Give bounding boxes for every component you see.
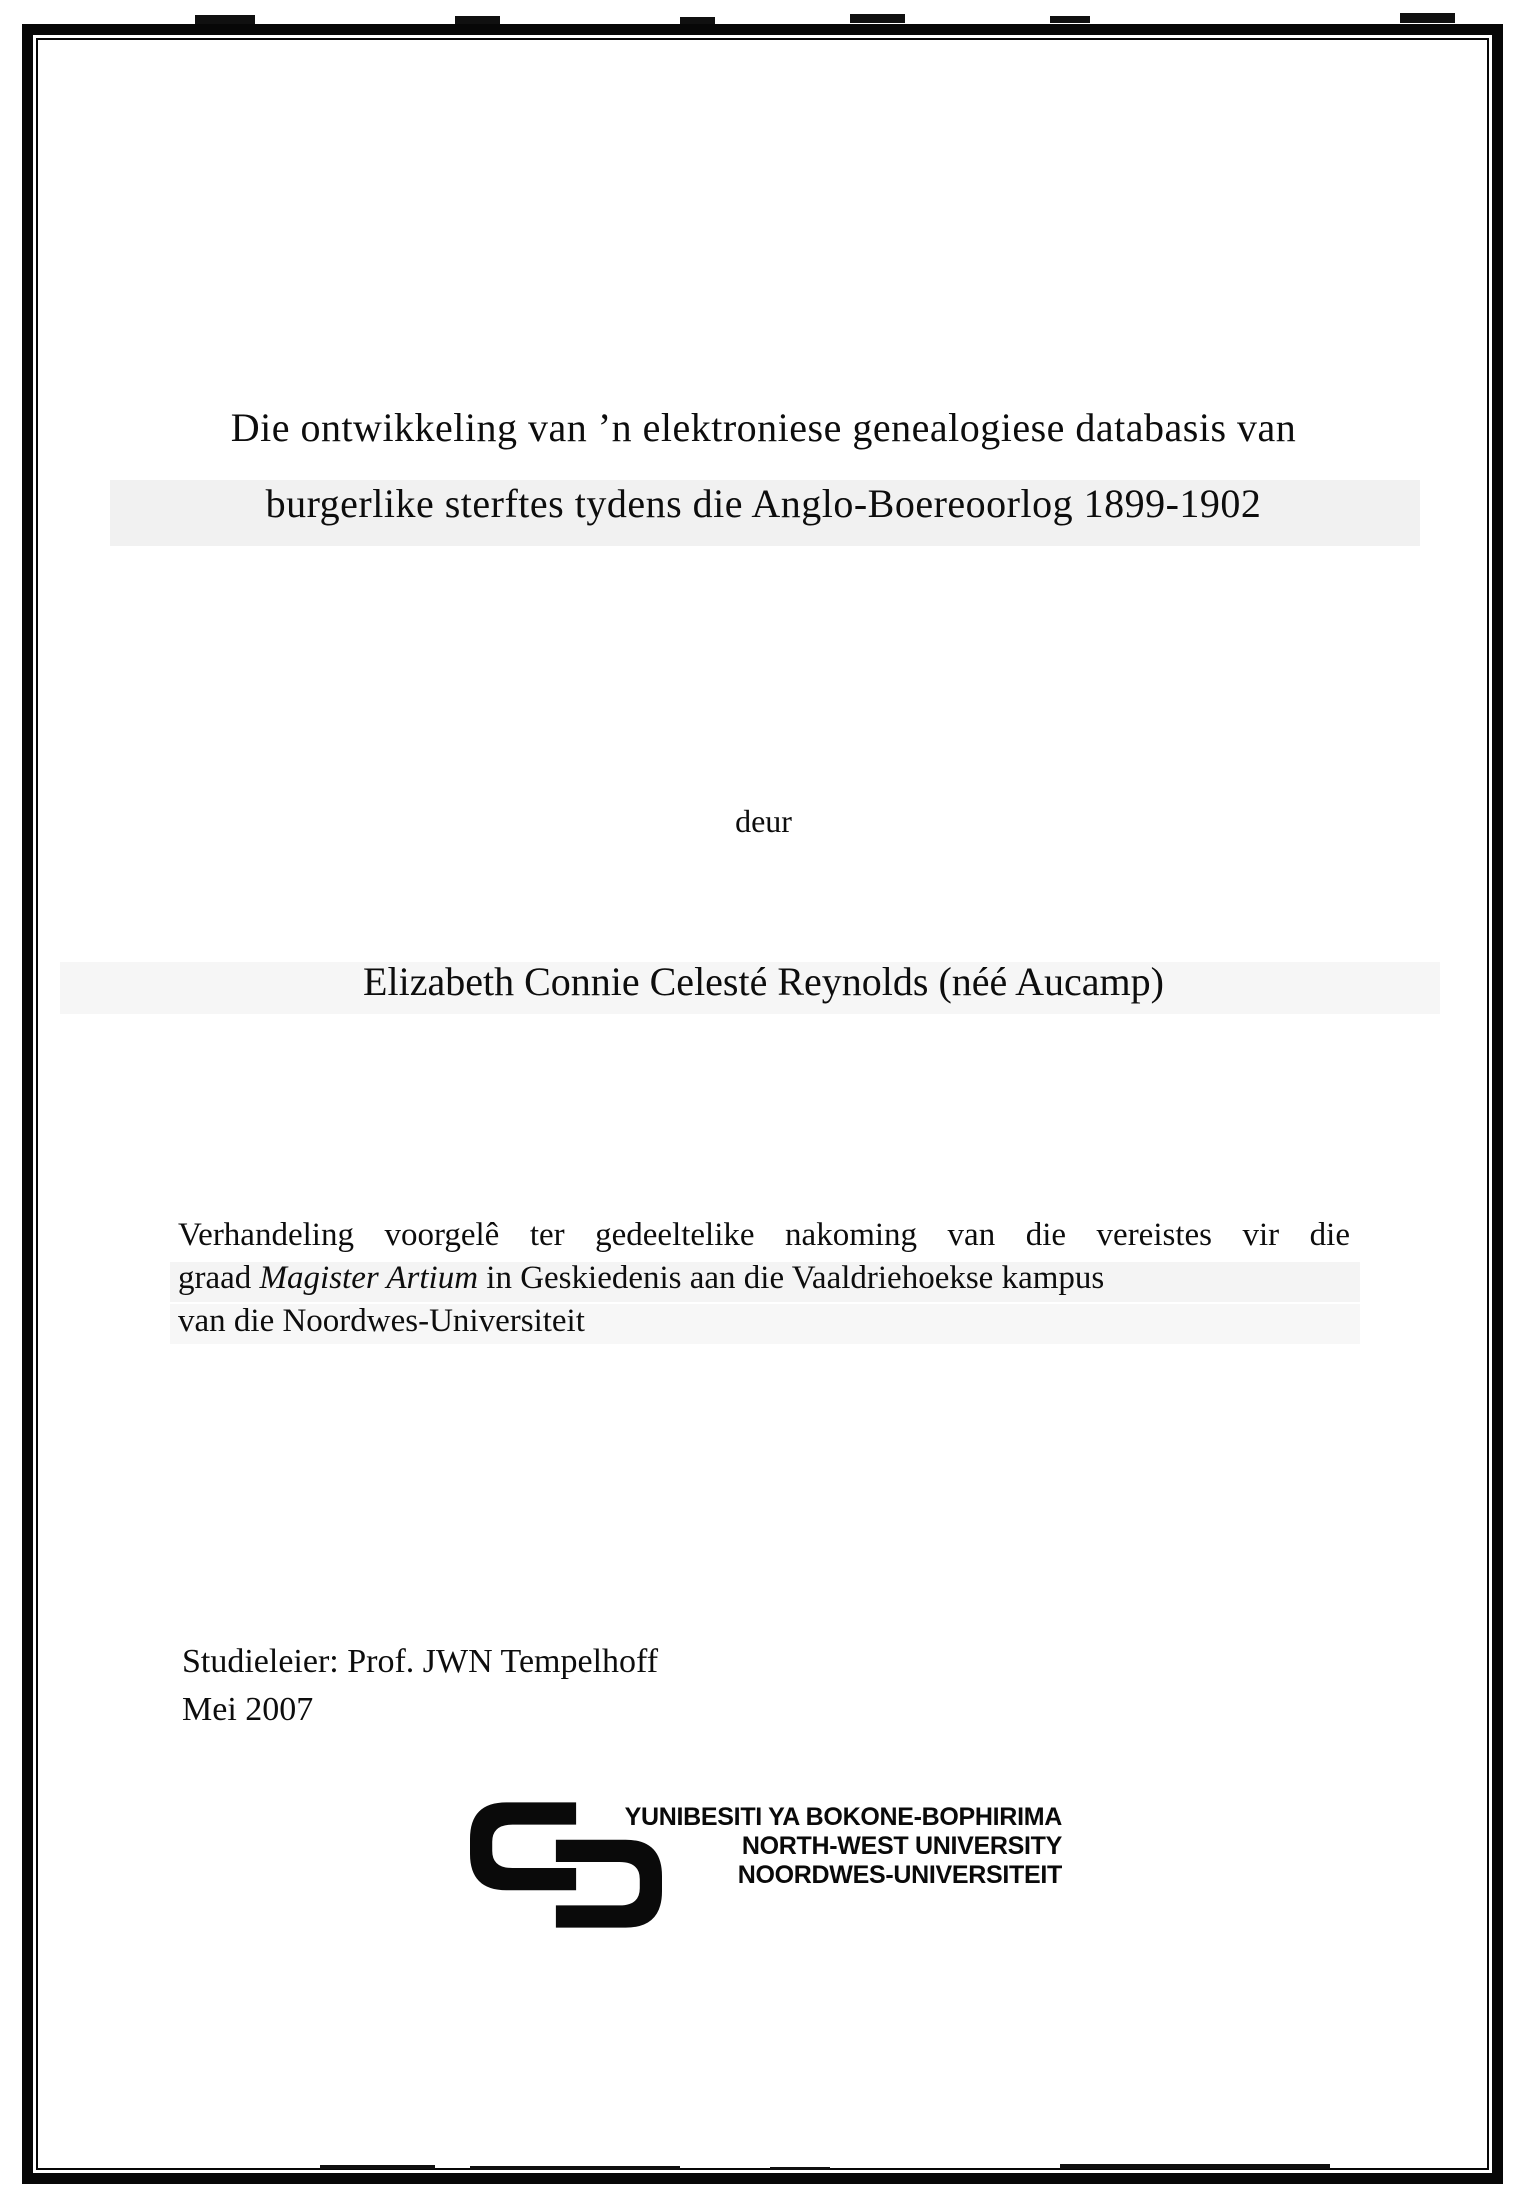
logo-line-english: NORTH-WEST UNIVERSITY	[741, 1832, 1062, 1860]
submission-statement	[178, 1214, 1350, 1343]
nwu-logo-text	[580, 1803, 1062, 1890]
date-line: Mei 2007	[182, 1691, 314, 1728]
scan-artifact	[195, 15, 255, 24]
title-line-2: burgerlike sterftes tydens die Anglo-Boereoorlog 1899-1902	[265, 481, 1262, 526]
submission-line-3: van die Noordwes-Universiteit	[178, 1303, 585, 1339]
scan-artifact	[320, 2165, 435, 2169]
logo-line-afrikaans: NOORDWES-UNIVERSITEIT	[737, 1861, 1062, 1889]
scan-artifact	[1050, 16, 1090, 23]
submission-line-2	[178, 1257, 1350, 1300]
scan-artifact	[850, 14, 905, 23]
byline-preposition: deur	[735, 803, 792, 839]
scan-artifact	[470, 2166, 680, 2170]
degree-name: Magister Artium	[259, 1260, 479, 1296]
submission-line-2-suffix: in Geskiedenis aan die Vaaldriehoekse kampus	[478, 1260, 1105, 1296]
nwu-logo	[470, 1800, 1070, 1930]
scan-artifact	[680, 17, 715, 24]
logo-line-setswana: YUNIBESITI YA BOKONE-BOPHIRIMA	[624, 1803, 1062, 1831]
thesis-title	[0, 390, 1527, 542]
submission-line-2-prefix: graad	[178, 1260, 260, 1296]
supervisor-date-block	[182, 1638, 658, 1734]
submission-line-1: Verhandeling voorgelê ter gedeeltelike nakoming van die vereistes vir die	[178, 1217, 1350, 1253]
scan-artifact	[455, 16, 500, 24]
author-name: Elizabeth Connie Celesté Reynolds (néé Aucamp)	[363, 959, 1164, 1004]
supervisor-line: Studieleier: Prof. JWN Tempelhoff	[182, 1643, 659, 1680]
scan-artifact	[1060, 2164, 1330, 2169]
scan-artifact	[1400, 13, 1455, 23]
title-line-1: Die ontwikkeling van ’n elektroniese genealogiese databasis van	[230, 405, 1297, 450]
scan-artifact	[770, 2167, 830, 2170]
